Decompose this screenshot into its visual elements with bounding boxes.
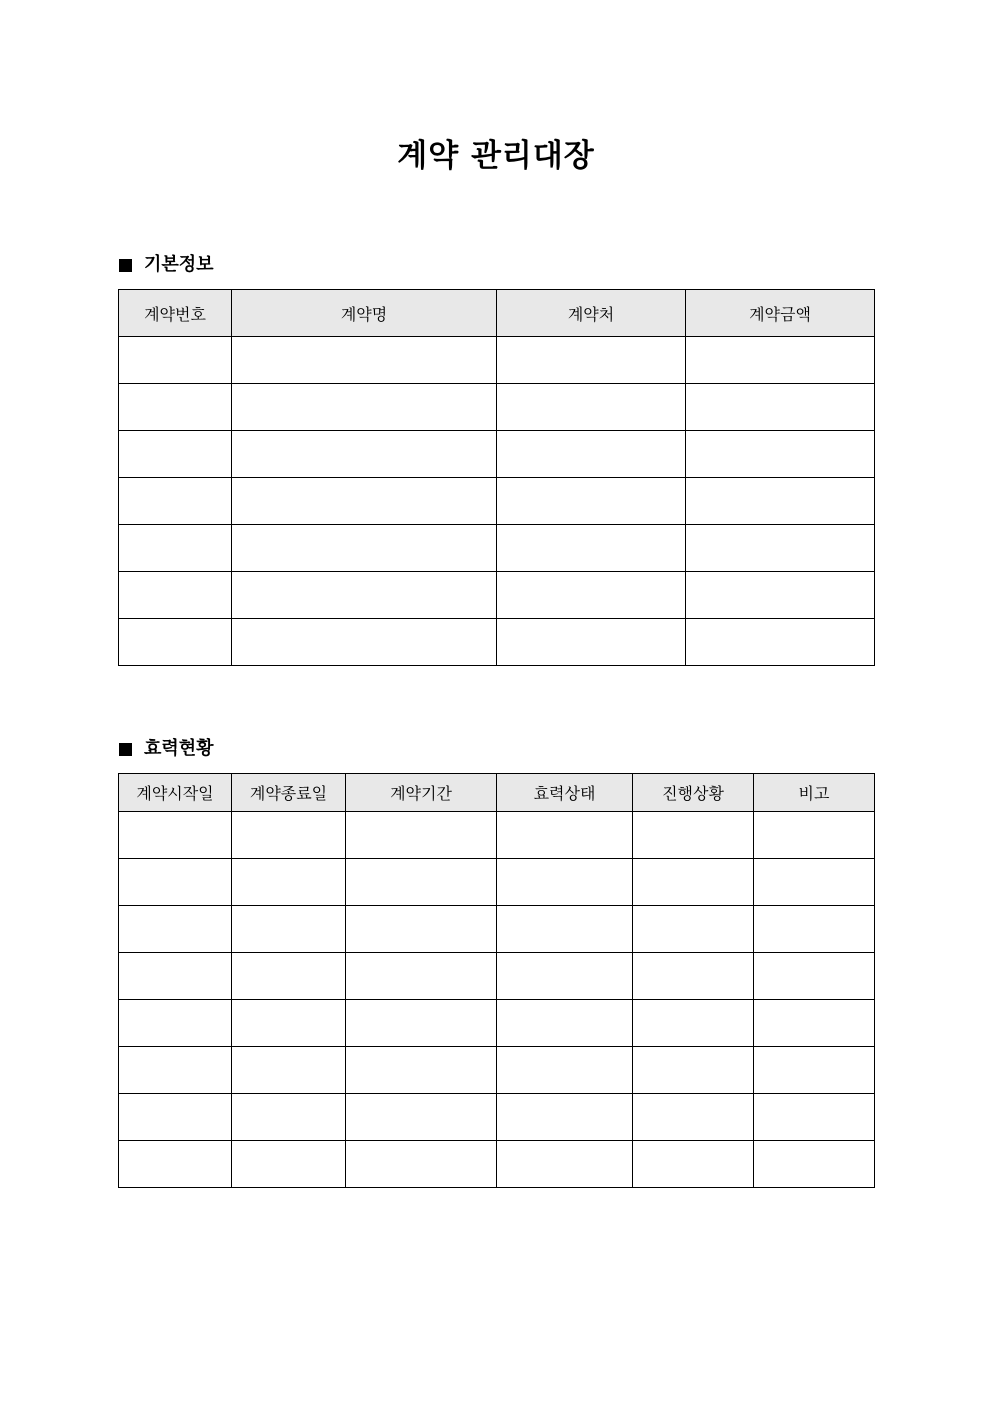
table-cell[interactable]: [754, 1094, 875, 1141]
table-cell[interactable]: [686, 384, 875, 431]
table-cell[interactable]: [232, 619, 497, 666]
table-cell[interactable]: [232, 1047, 346, 1094]
table-cell[interactable]: [346, 953, 497, 1000]
table-cell[interactable]: [633, 906, 754, 953]
table-cell[interactable]: [232, 953, 346, 1000]
table-row: [119, 478, 875, 525]
table-row: [119, 1000, 875, 1047]
table-row: [119, 619, 875, 666]
table-cell[interactable]: [232, 859, 346, 906]
table-cell[interactable]: [119, 478, 232, 525]
table-row: [119, 572, 875, 619]
table-cell[interactable]: [497, 953, 633, 1000]
table-cell[interactable]: [497, 906, 633, 953]
table-cell[interactable]: [119, 525, 232, 572]
table-cell[interactable]: [633, 1047, 754, 1094]
table-cell[interactable]: [119, 431, 232, 478]
table-cell[interactable]: [232, 812, 346, 859]
effect-status-table: [118, 773, 875, 1188]
column-header-contract-number: 계약번호: [119, 290, 232, 337]
column-header-contract-period: 계약기간: [346, 774, 497, 812]
table-cell[interactable]: [119, 859, 232, 906]
table-cell[interactable]: [633, 812, 754, 859]
table-row: [119, 859, 875, 906]
table-cell[interactable]: [346, 812, 497, 859]
column-header-progress: 진행상황: [633, 774, 754, 812]
section-heading-basic-info: [119, 252, 214, 278]
table-cell[interactable]: [119, 1000, 232, 1047]
table-cell[interactable]: [497, 859, 633, 906]
table-cell[interactable]: [119, 953, 232, 1000]
table-cell[interactable]: [686, 619, 875, 666]
table-cell[interactable]: [119, 337, 232, 384]
column-header-contract-name: 계약명: [232, 290, 497, 337]
section-heading-effect-status: [119, 736, 214, 762]
table-cell[interactable]: [232, 1141, 346, 1188]
table-cell[interactable]: [686, 337, 875, 384]
table-cell[interactable]: [686, 431, 875, 478]
table-cell[interactable]: [497, 1094, 633, 1141]
table-cell[interactable]: [232, 478, 497, 525]
table-header-row: [119, 774, 875, 812]
column-header-effect-state: 효력상태: [497, 774, 633, 812]
table-row: [119, 1047, 875, 1094]
table-cell[interactable]: [232, 337, 497, 384]
table-cell[interactable]: [232, 1000, 346, 1047]
table-row: [119, 525, 875, 572]
table-cell[interactable]: [119, 906, 232, 953]
table-cell[interactable]: [119, 1047, 232, 1094]
table-cell[interactable]: [633, 953, 754, 1000]
table-cell[interactable]: [346, 1141, 497, 1188]
table-row: [119, 431, 875, 478]
table-cell[interactable]: [497, 525, 686, 572]
table-header-row: [119, 290, 875, 337]
square-bullet-icon: [119, 743, 132, 756]
table-cell[interactable]: [119, 812, 232, 859]
table-cell[interactable]: [754, 812, 875, 859]
table-cell[interactable]: [119, 1094, 232, 1141]
column-header-contract-amount: 계약금액: [686, 290, 875, 337]
table-cell[interactable]: [633, 1094, 754, 1141]
table-cell[interactable]: [346, 1047, 497, 1094]
table-cell[interactable]: [232, 384, 497, 431]
table-cell[interactable]: [754, 906, 875, 953]
table-cell[interactable]: [119, 572, 232, 619]
table-cell[interactable]: [232, 906, 346, 953]
section-heading-label: 기본정보: [144, 254, 214, 275]
page-title: 계약 관리대장: [397, 138, 595, 174]
table-cell[interactable]: [497, 431, 686, 478]
table-cell[interactable]: [119, 384, 232, 431]
table-cell[interactable]: [346, 859, 497, 906]
table-cell[interactable]: [232, 431, 497, 478]
basic-info-table: [118, 289, 875, 666]
table-cell[interactable]: [754, 1141, 875, 1188]
table-row: [119, 384, 875, 431]
table-cell[interactable]: [497, 619, 686, 666]
table-cell[interactable]: [232, 525, 497, 572]
table-cell[interactable]: [119, 1141, 232, 1188]
table-cell[interactable]: [686, 478, 875, 525]
table-row: [119, 812, 875, 859]
table-cell[interactable]: [754, 1000, 875, 1047]
table-cell[interactable]: [497, 384, 686, 431]
table-row: [119, 337, 875, 384]
table-cell[interactable]: [754, 859, 875, 906]
table-cell[interactable]: [497, 812, 633, 859]
column-header-contractor: 계약처: [497, 290, 686, 337]
table-row: [119, 1094, 875, 1141]
table-cell[interactable]: [497, 1141, 633, 1188]
table-cell[interactable]: [346, 906, 497, 953]
table-cell[interactable]: [346, 1094, 497, 1141]
table-cell[interactable]: [346, 1000, 497, 1047]
table-cell[interactable]: [686, 572, 875, 619]
column-header-remarks: 비고: [754, 774, 875, 812]
table-cell[interactable]: [497, 1000, 633, 1047]
table-cell[interactable]: [497, 1047, 633, 1094]
table-cell[interactable]: [232, 572, 497, 619]
table-cell[interactable]: [633, 1141, 754, 1188]
table-row: [119, 953, 875, 1000]
table-cell[interactable]: [119, 619, 232, 666]
column-header-start-date: 계약시작일: [119, 774, 232, 812]
table-cell[interactable]: [497, 572, 686, 619]
square-bullet-icon: [119, 259, 132, 272]
table-row: [119, 906, 875, 953]
table-cell[interactable]: [232, 1094, 346, 1141]
table-cell[interactable]: [633, 1000, 754, 1047]
table-cell[interactable]: [497, 337, 686, 384]
column-header-end-date: 계약종료일: [232, 774, 346, 812]
table-cell[interactable]: [497, 478, 686, 525]
table-row: [119, 1141, 875, 1188]
table-cell[interactable]: [754, 953, 875, 1000]
section-heading-label: 효력현황: [144, 738, 214, 759]
table-cell[interactable]: [754, 1047, 875, 1094]
table-cell[interactable]: [633, 859, 754, 906]
table-cell[interactable]: [686, 525, 875, 572]
